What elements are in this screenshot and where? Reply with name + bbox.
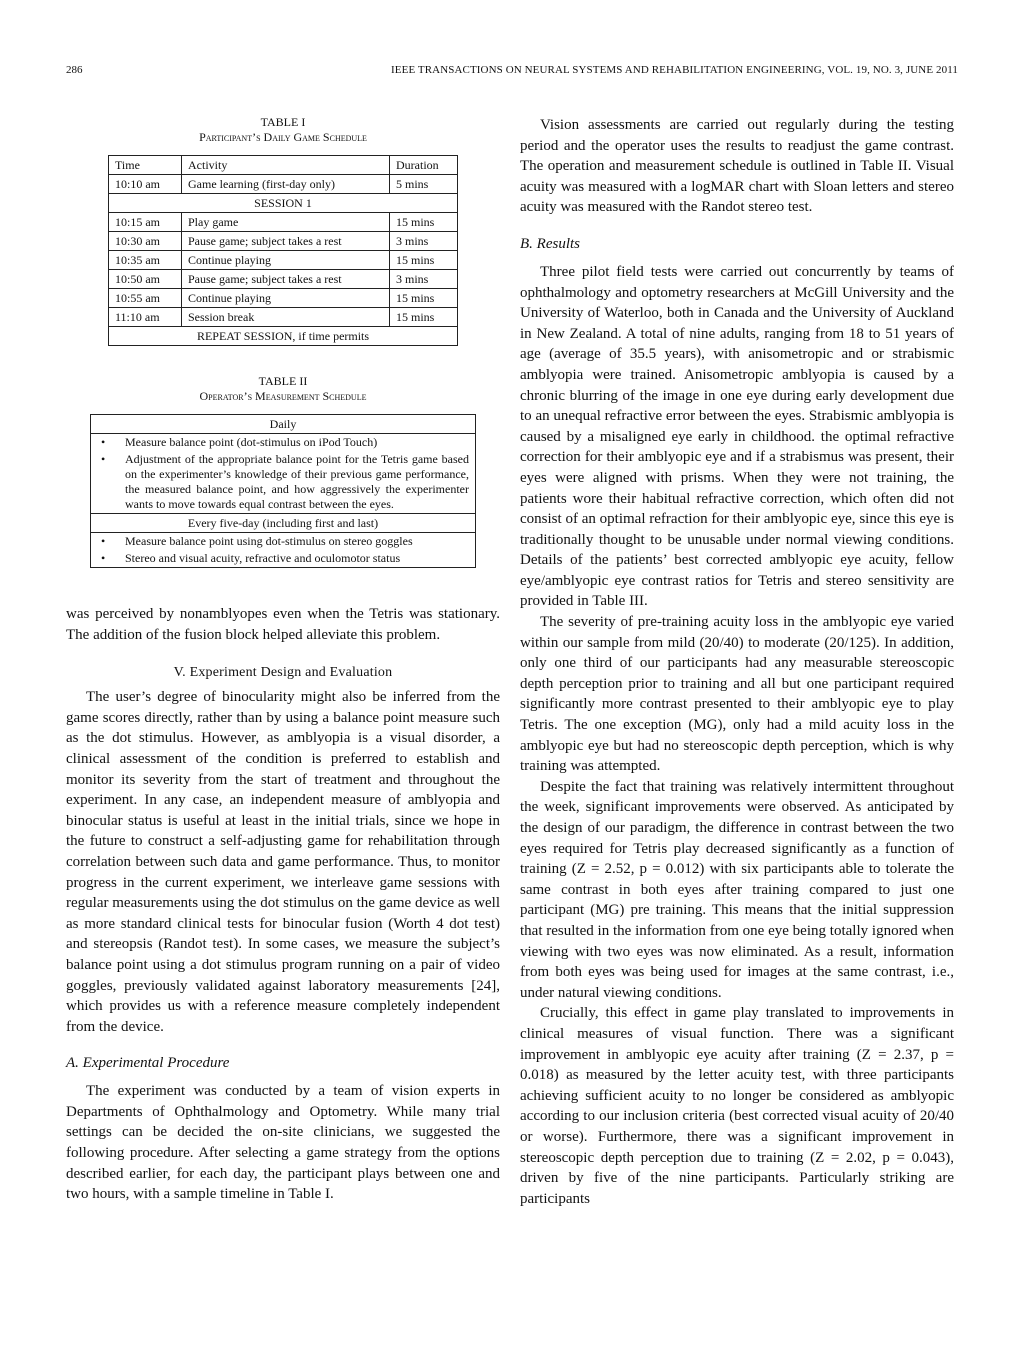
table-cell: Continue playing [182,251,390,270]
list-item [91,451,475,513]
table1-footer: REPEAT SESSION, if time permits [109,327,458,346]
bullet-icon: • [101,452,106,466]
table2-title: Operator’s Measurement Schedule [199,389,367,403]
table-row [109,289,458,308]
table-cell: 3 mins [390,270,458,289]
table1-header-row [109,156,458,175]
bullet-icon: • [101,435,106,449]
table-cell: Pause game; subject takes a rest [182,232,390,251]
table1-session-label: SESSION 1 [109,194,458,213]
table1-caption [66,115,500,145]
list-item-text: Measure balance point using dot-stimulus on stereo goggles [125,534,413,548]
subsection-title: B. Results [520,235,580,252]
right-column [520,115,954,1209]
table2-fiveday-header: Every five-day (including first and last) [91,513,475,533]
left-column [66,115,500,1205]
table1-footer-row [109,327,458,346]
table-cell: 15 mins [390,289,458,308]
paragraph: Despite the fact that training was relatively intermittent throughout the week, significant improvements were observed. As anticipated by the design of our paradigm, the difference in contrast between the two eyes required for Tetris play decreased significantly as a function of training (Z = 2.52, p = 0.012) with six participants able to tolerate the same contrast in both eyes after training compared to just one participant (MG) pre training. This means that the initial suppression that resulted in the information from one eye being totally ignored when viewing with two eyes was now eliminated. As a result, information from both eyes was being used for images at the same contrast, i.e., under natural viewing conditions. [520,778,954,1001]
table1-header-activity: Activity [182,156,390,175]
paragraph: Vision assessments are carried out regularly during the testing period and the operator uses the results to readjust the game contrast. The operation and measurement schedule is outlined in Table II. Visual acuity was measured with a logMAR chart with Sloan letters and stereo acuity was measured with the Randot stereo test. [520,117,954,216]
table-cell: Session break [182,308,390,327]
list-item [91,550,475,567]
table-cell: 11:10 am [109,308,182,327]
page-number: 286 [66,64,83,76]
table-cell: 10:35 am [109,251,182,270]
table-cell: 10:55 am [109,289,182,308]
table-cell: Play game [182,213,390,232]
table-row [109,270,458,289]
table-cell: 10:30 am [109,232,182,251]
list-item-text: Measure balance point (dot-stimulus on iPod Touch) [125,435,378,449]
table-row [109,251,458,270]
table1-session-row [109,194,458,213]
subsection-title: A. Experimental Procedure [66,1055,230,1072]
list-item-text: Stereo and visual acuity, refractive and oculomotor status [125,551,401,565]
paragraph: Crucially, this effect in game play translated to improvements in clinical measures of visual function. There was a significant improvement in amblyopic eye acuity after training (Z = 2.37, p = 0.018) as measured by the letter acuity test, with three participants achieving sufficient acuity to no longer be considered as amblyopic according to our inclusion criteria (best corrected visual acuity of 20/40 or worse). Furthermore, there was a significant improvement in stereoscopic depth perception due to training (Z = 2.02, p = 0.043), driven by five of the nine participants. Particularly striking are participants [520,1005,954,1207]
bullet-icon: • [101,534,106,548]
table-cell: 10:15 am [109,213,182,232]
paragraph: The user’s degree of binocularity might also be inferred from the game scores directly, rather than by using a balance point measure such as the dot stimulus. However, as amblyopia is a visual disorder, a clinical assessment of the condition is preferred to establish and monitor its severity from the start of treatment and throughout the experiment. In any case, an independent measure of amblyopia and binocular status is useful at least in the initial trials, since we hope in the future to construct a self-adjusting game for rehabilitation through correlation between such data and game performance. Thus, to monitor progress in the current experiment, we interleave game sessions with regular measurements using the dot stimulus on the game device as well as more standard clinical tests for binocular fusion (Worth 4 dot test) and stereopsis (Randot test). In some cases, we measure the subject’s balance point using a dot stimulus program running on a pair of video goggles, previously validated against laboratory measurements [24], which provides us with a reference measure completely independent from the device. [66,689,500,1035]
paragraph: The severity of pre-training acuity loss in the amblyopic eye varied within our sample from mild (20/40) to moderate (20/125). In addition, only one third of our participants had any measurable stereoscopic depth perception prior to training and all but one participant required significantly more contrast presented to their amblyopic eye to play Tetris. The one exception (MG), only had a mild acuity loss in the amblyopic eye but had no stereoscopic depth perception, which is why training was attempted. [520,614,954,775]
table-cell: 10:10 am [109,175,182,194]
table-row [109,213,458,232]
paragraph: Three pilot field tests were carried out concurrently by teams of ophthalmology and optometry researchers at McGill University and the University of Waterloo, both in Canada and the University of Auckland in New Zealand. A total of nine adults, ranging from 18 to 51 years of age (average of 35.5 years), with anisometropic and or strabismic amblyopia were trained. Anisometropic amblyopia is caused by a chronic blurring of the image in one eye during early development due to an unequal refractive error between the eyes. Strabismic amblyopia is caused by a misaligned eye early in childhood. the optimal refractive correction for their amblyopic eye and if a strabismus was present, their eyes were aligned with prisms. When they were not training, the patients wore their habitual refractive correction, which often did not consist of an optimal refraction for their amblyopic eye, since this eye is traditionally thought to be unusable under normal viewing conditions. Details of the patients’ best corrected amblyopic eye acuity, fellow eye/amblyopic eye contrast ratios for Tetris and stereo sensitivity are provided in Table III. [520,263,954,610]
table2-daily-header: Daily [91,415,475,434]
table-cell: 15 mins [390,251,458,270]
bullet-icon: • [101,551,106,565]
table-cell: Game learning (first-day only) [182,175,390,194]
table-cell: Pause game; subject takes a rest [182,270,390,289]
list-item [91,533,475,550]
table1-title: Participant’s Daily Game Schedule [199,130,367,144]
list-item [91,434,475,451]
journal-title: IEEE TRANSACTIONS ON NEURAL SYSTEMS AND REHABILITATION ENGINEERING, VOL. 19, NO. 3, JUNE 2011 [391,64,958,76]
table1 [108,155,458,346]
table-row [109,308,458,327]
table2-label: TABLE II [258,374,308,388]
table-cell: 3 mins [390,232,458,251]
paragraph: The experiment was conducted by a team of vision experts in Departments of Ophthalmology and Optometry. While many trial settings can be decided the on-site clinicians, we suggested the following procedure. After selecting a game strategy from the options described earlier, for each day, the participant plays between one and two hours, with a sample timeline in Table I. [66,1083,500,1203]
table1-header-duration: Duration [390,156,458,175]
table-cell: 10:50 am [109,270,182,289]
table2 [90,414,476,568]
section-title: V. Experiment Design and Evaluation [173,665,393,681]
table1-label: TABLE I [260,115,306,129]
page-header [66,64,958,82]
table2-caption [66,374,500,404]
table-cell: 15 mins [390,308,458,327]
table-row [109,232,458,251]
table-cell: 15 mins [390,213,458,232]
list-item-text: Adjustment of the appropriate balance point for the Tetris game based on the experimenter’s knowledge of their previous game performance, the measured balance point, and how aggressively the experimenter wants to move towards equal contrast between the eyes. [125,452,469,511]
paragraph-continued: was perceived by nonamblyopes even when the Tetris was stationary. The addition of the fusion block helped alleviate this problem. [66,606,500,643]
table-row [109,175,458,194]
table1-header-time: Time [109,156,182,175]
table-cell: Continue playing [182,289,390,308]
table-cell: 5 mins [390,175,458,194]
